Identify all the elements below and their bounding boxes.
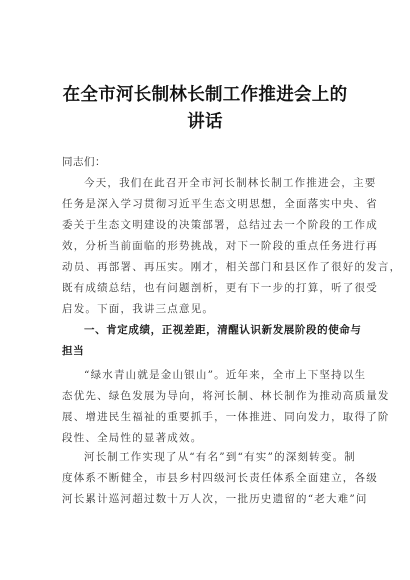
section-heading-1 <box>62 320 362 362</box>
heading-line-1: 一、肯定成绩，正视差距，清醒认识新发展阶段的使命与 <box>84 324 362 336</box>
paragraph-line: 今天，我们在此召开全市河长制林长制工作推进会，主要 <box>84 177 377 189</box>
paragraph-line: 段性、全局性的显著成效。 <box>62 432 203 444</box>
paragraph-line: 既有成绩总结，也有问题剖析，更有下一步的打算，听了很受 <box>62 282 378 294</box>
paragraph-line: 河长制工作实现了从“有名”到“有实”的深刻转变。制 <box>84 451 356 463</box>
paragraph-line: 态优先、绿色发展为导向，将河长制、林长制作为推动高质量发 <box>62 390 390 402</box>
paragraph-line: 委关于生态文明建设的决策部署，总结过去一个阶段的工作成 <box>62 219 378 231</box>
salutation: 同志们： <box>62 156 106 168</box>
paragraph-line: 动员、再部署、再压实。刚才，相关部门和县区作了很好的发言， <box>62 261 402 273</box>
heading-line-2: 担当 <box>62 345 85 357</box>
paragraph-line: 河长累计巡河超过数十万人次，一批历史遗留的“老大难”问 <box>62 493 368 505</box>
paragraph-line: “绿水青山就是金山银山”。近年来，全市上下坚持以生 <box>84 369 367 381</box>
paragraph-line: 效，分析当前面临的形势挑战，对下一阶段的重点任务进行再 <box>62 240 378 252</box>
paragraph-line: 启发。下面，我讲三点意见。 <box>62 303 215 315</box>
title-line-2: 讲话 <box>187 112 223 132</box>
paragraph-line: 展、增进民生福祉的重要抓手，一体推进、同向发力，取得了阶 <box>62 411 390 423</box>
paragraph-line: 任务是深入学习贯彻习近平生态文明思想，全面落实中央、省 <box>62 198 378 210</box>
paragraph-3 <box>62 447 378 510</box>
page-title <box>40 82 370 136</box>
paragraph-line: 度体系不断健全，市县乡村四级河长责任体系全面建立，各级 <box>62 472 378 484</box>
paragraph-1 <box>62 173 402 320</box>
title-line-1: 在全市河长制林长制工作推进会上的 <box>62 85 348 105</box>
paragraph-2 <box>62 365 390 449</box>
